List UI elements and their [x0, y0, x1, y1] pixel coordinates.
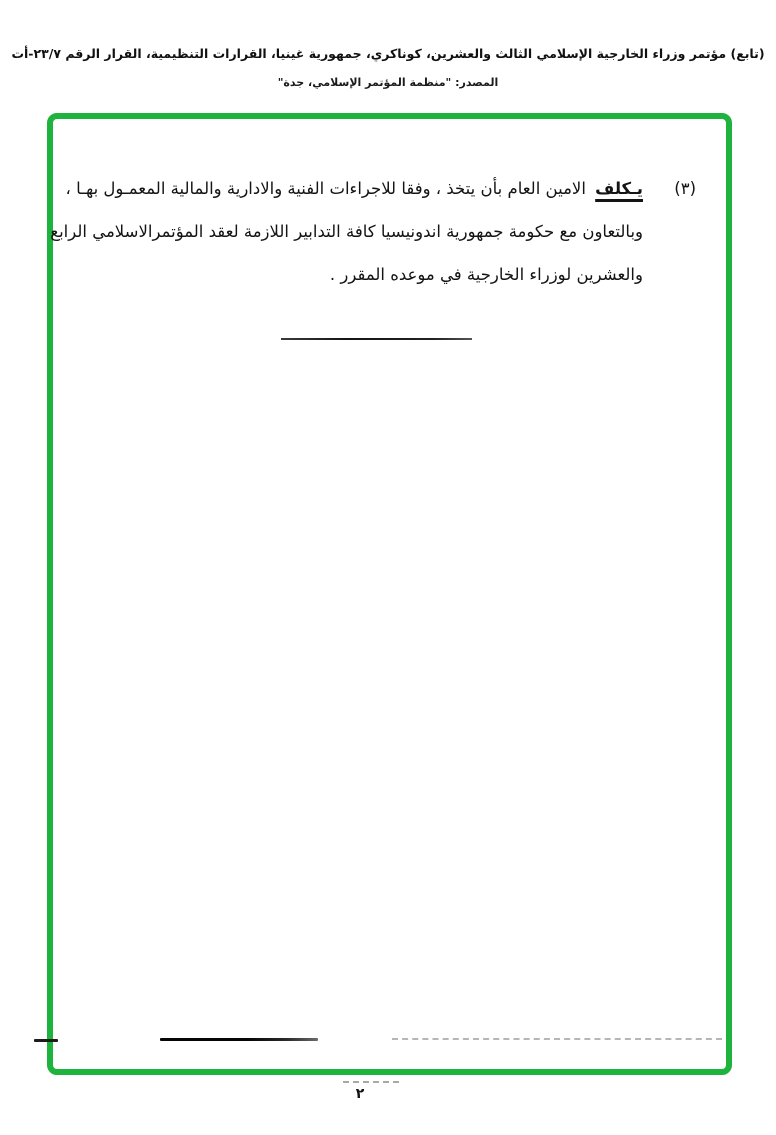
divider-line: [281, 338, 472, 340]
clause-line-1: [65, 167, 643, 210]
clause-line-2: وبالتعاون مع حكومة جمهورية اندونيسيا كافة التدابير اللازمة لعقد المؤتمرالاسلامي الرابع: [50, 222, 643, 241]
clause-keyword: يـكلف: [595, 179, 643, 198]
clause-line-1-text: الامين العام بأن يتخذ ، وفقا للاجراءات الفنية والادارية والمالية المعمـول بهـا ،: [65, 179, 586, 198]
header-reference-line: (تابع) مؤتمر وزراء الخارجية الإسلامي الثالث والعشرين، كوناكري، جمهورية غينيا، القرارات التنظيمية، القرار الرقم ٢٣/٧-أت: [11, 46, 765, 61]
scan-artifact-left-dash: [34, 1039, 58, 1042]
clause-line-3: والعشرين لوزراء الخارجية في موعده المقرر .: [329, 265, 643, 284]
footer-dash-mark: [343, 1081, 399, 1083]
clause-3: [50, 167, 700, 296]
scan-artifact-dark-line: [160, 1038, 318, 1041]
clause-number: (٣): [674, 179, 696, 198]
header-source-line: المصدر: "منظمة المؤتمر الإسلامي، جدة": [277, 76, 499, 89]
page-number: ٢: [355, 1086, 365, 1102]
scan-artifact-faint-line: [392, 1038, 722, 1040]
